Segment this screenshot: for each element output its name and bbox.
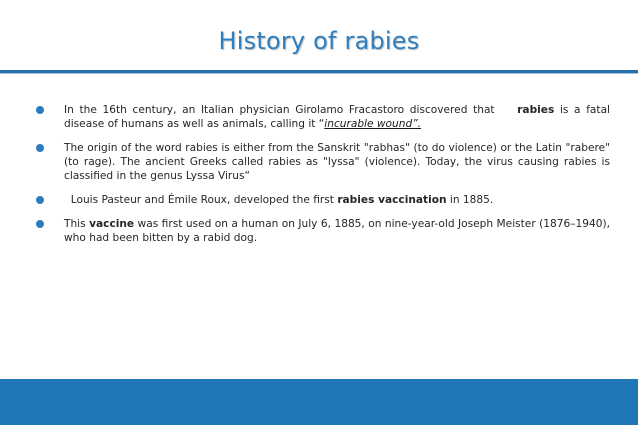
bullet-item-etymology (36, 141, 610, 183)
bullet-text: The origin of the word rabies is either from the Sanskrit "rabhas" (to do violence) or the Latin "rabere" (to rage). The ancient Greeks called rabies as "lyssa" (violence). Today, the virus causing rabies is classified in the genus Lyssa Virus“ (64, 142, 610, 182)
bullet-text: in 1885. (449, 194, 494, 206)
slide-title: History of rabies (218, 27, 420, 55)
bullet-dot-icon (36, 220, 44, 228)
bullet-item-fracastoro (36, 103, 610, 131)
bullet-dot-icon (36, 196, 44, 204)
bullet-item-first-use (36, 217, 610, 245)
bullet-text: In the 16th century, an Italian physician Girolamo Fracastoro discovered that (64, 104, 495, 116)
bullet-list (36, 103, 610, 255)
incurable-wound-link[interactable]: incurable wound (324, 118, 413, 130)
bullet-dot-icon (36, 144, 44, 152)
bold-term-vaccine: vaccine (89, 218, 135, 230)
bullet-text: was first used on a human on July 6, 1885, on nine-year-old Joseph Meister (1876–1940), who had been bitten by a rabid dog. (64, 218, 610, 244)
bullet-text: This (64, 218, 86, 230)
quote-close: ”. (412, 118, 422, 130)
bold-term-rabies: rabies (517, 104, 555, 116)
bullet-text: is a fatal disease of humans as well as animals, calling it “ (64, 104, 610, 130)
footer-bar (0, 379, 638, 425)
bold-term-rabies-vaccination: rabies vaccination (337, 194, 447, 206)
bullet-item-pasteur (36, 193, 610, 207)
bullet-text: Louis Pasteur and Émile Roux, developed the first (70, 194, 334, 206)
bullet-dot-icon (36, 106, 44, 114)
title-divider-shadow (0, 73, 638, 74)
